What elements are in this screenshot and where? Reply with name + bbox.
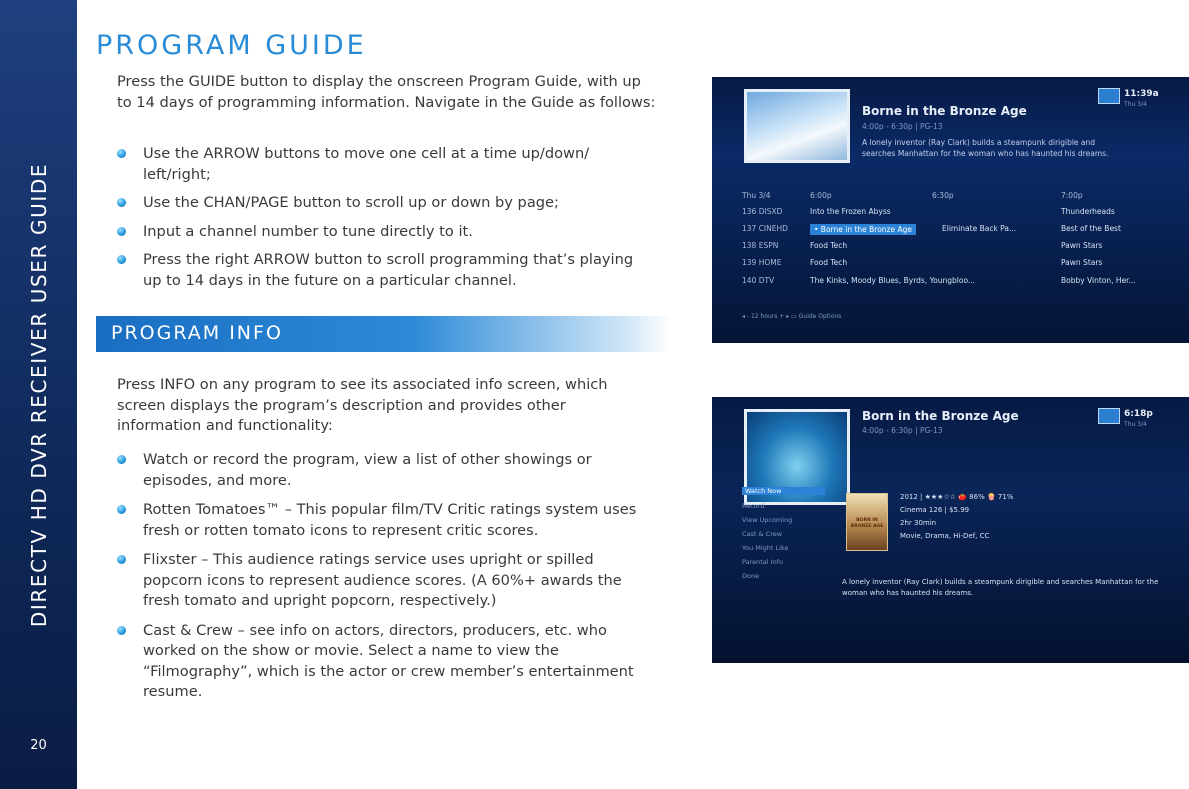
guide-program-time: 4:00p - 6:30p | PG-13	[862, 122, 943, 131]
menu-parental-info[interactable]: Parental Info	[742, 558, 783, 566]
program-thumbnail	[744, 89, 850, 163]
guide-clock: 11:39a	[1124, 89, 1159, 99]
info-program-time: 4:00p - 6:30p | PG-13	[862, 426, 943, 435]
info-ratings: 2012 | ★★★☆☆ 🍅 86% 🍿 71%	[900, 493, 1014, 501]
menu-cast-crew[interactable]: Cast & Crew	[742, 530, 783, 538]
info-screenshot	[712, 397, 1189, 663]
program-info-intro: Press INFO on any program to see its associated info screen, which screen displays the program’s description and provides other information and functionality:	[117, 376, 608, 434]
list-item: Use the ARROW buttons to move one cell at a time up/down/ left/right;	[117, 144, 652, 185]
page-number: 20	[30, 738, 47, 753]
guide-screenshot	[712, 77, 1189, 343]
guide-row: 137 CINEHD • Borne in the Bronze Age Eliminate Back Pa... Best of the Best	[742, 224, 1121, 234]
directv-logo-icon	[1098, 88, 1120, 104]
bullet-icon	[117, 255, 126, 264]
info-channel-price: Cinema 126 | $5.99	[900, 506, 970, 514]
program-info-heading: PROGRAM INFO	[111, 322, 283, 344]
menu-record[interactable]: Record	[742, 502, 765, 510]
poster-title: BORN IN BRONZE AGE	[850, 518, 884, 529]
guide-row: 138 ESPN Food Tech Pawn Stars	[742, 241, 1103, 250]
list-item: Use the CHAN/PAGE button to scroll up or down by page;	[117, 193, 652, 214]
menu-view-upcoming[interactable]: View Upcoming	[742, 516, 793, 524]
list-item: Cast & Crew – see info on actors, directors, producers, etc. who worked on the show or movie. Select a name to view the “Filmography”, which is the actor or crew member’s entertainment resume.	[117, 621, 652, 703]
list-item: Rotten Tomatoes™ – This popular film/TV Critic ratings system uses fresh or rotten tomato icons to represent critic scores.	[117, 500, 652, 541]
program-guide-heading: PROGRAM GUIDE	[96, 30, 367, 61]
guide-day: Thu 3/4	[1124, 101, 1147, 108]
program-info-bar	[96, 316, 671, 352]
guide-row: 140 DTV The Kinks, Moody Blues, Byrds, Youngbloo... Bobby Vinton, Her...	[742, 276, 1136, 285]
program-info-bullets	[117, 450, 652, 703]
bullet-icon	[117, 227, 126, 236]
program-guide-intro: Press the GUIDE button to display the onscreen Program Guide, with up to 14 days of programming information. Navigate in the Guide as follows:	[117, 73, 656, 111]
bullet-icon	[117, 455, 126, 464]
info-day: Thu 3/4	[1124, 421, 1147, 428]
list-item: Watch or record the program, view a list of other showings or episodes, and more.	[117, 450, 652, 491]
guide-program-desc: A lonely inventor (Ray Clark) builds a steampunk dirigible and searches Manhattan for the woman who has haunted his dreams.	[862, 138, 1109, 158]
info-program-title: Born in the Bronze Age	[862, 409, 1019, 423]
info-duration: 2hr 30min	[900, 519, 937, 527]
bullet-icon	[117, 149, 126, 158]
movie-poster	[846, 493, 888, 551]
bullet-icon	[117, 626, 126, 635]
guide-footer: ◂ - 12 hours + ▸ ▭ Guide Options	[742, 313, 842, 320]
guide-row: 139 HOME Food Tech Pawn Stars	[742, 258, 1103, 267]
info-genres: Movie, Drama, Hi-Def, CC	[900, 532, 990, 540]
sidebar	[0, 0, 77, 789]
info-description: A lonely inventor (Ray Clark) builds a steampunk dirigible and searches Manhattan for the woman who has haunted his dreams.	[842, 578, 1159, 597]
list-item: Press the right ARROW button to scroll programming that’s playing up to 14 days in the future on a particular channel.	[117, 250, 652, 291]
menu-done[interactable]: Done	[742, 572, 760, 580]
guide-row: 136 DISXD Into the Frozen Abyss Thunderheads	[742, 207, 1115, 216]
program-guide-bullets	[117, 144, 652, 291]
bullet-icon	[117, 505, 126, 514]
list-item: Input a channel number to tune directly to it.	[117, 222, 652, 243]
list-item: Flixster – This audience ratings service uses upright or spilled popcorn icons to represent audience scores. (A 60%+ awards the fresh tomato and upright popcorn, respectively.)	[117, 550, 652, 612]
sidebar-title: DIRECTV HD DVR RECEIVER USER GUIDE	[26, 162, 51, 627]
guide-program-title: Borne in the Bronze Age	[862, 104, 1027, 118]
bullet-icon	[117, 555, 126, 564]
menu-you-might-like[interactable]: You Might Like	[742, 544, 789, 552]
directv-logo-icon	[1098, 408, 1120, 424]
bullet-icon	[117, 198, 126, 207]
guide-header-row: Thu 3/4 6:00p 6:30p 7:00p	[742, 191, 1083, 200]
menu-watch-now[interactable]: Watch Now	[742, 487, 825, 495]
info-clock: 6:18p	[1124, 409, 1153, 419]
